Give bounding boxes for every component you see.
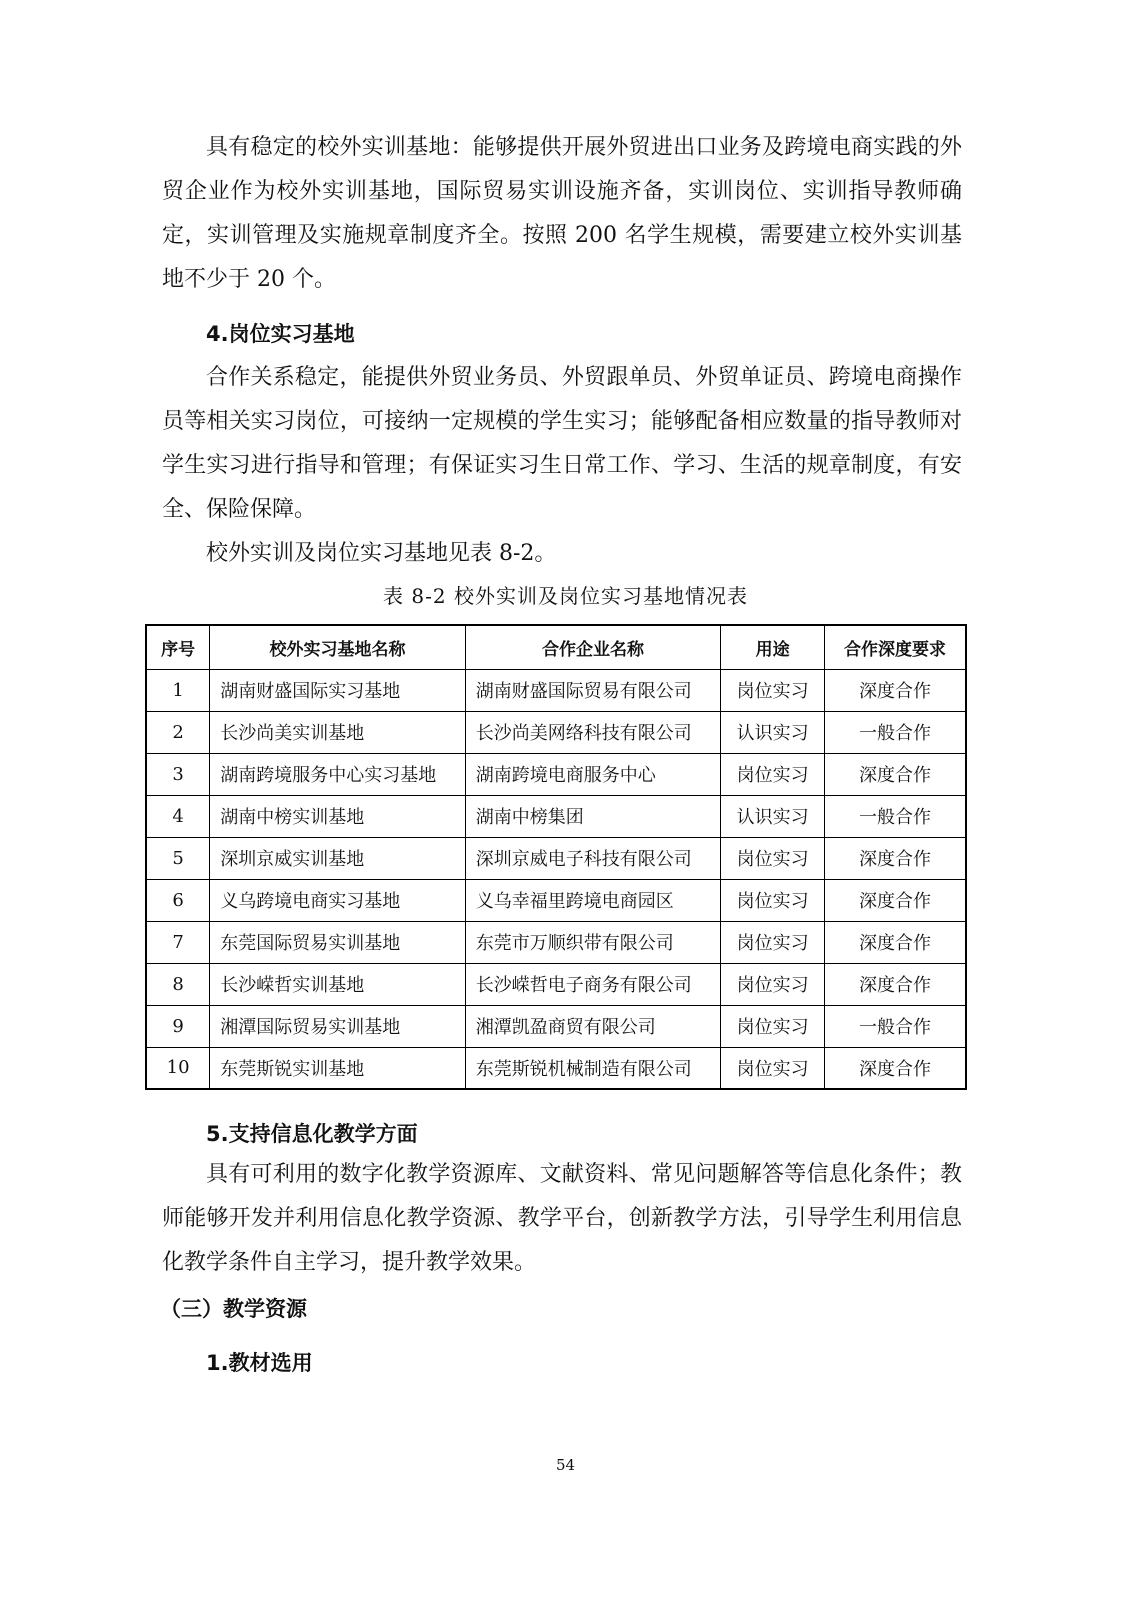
heading-teaching-resources: （三）教学资源 — [160, 1297, 307, 1321]
cell-depth: 一般合作 — [824, 711, 966, 753]
cell-depth: 深度合作 — [824, 753, 966, 795]
heading-internship-base: 4.岗位实习基地 — [206, 322, 355, 346]
cell-base-name: 深圳京威实训基地 — [210, 837, 466, 879]
cell-depth: 深度合作 — [824, 837, 966, 879]
table-row — [146, 669, 966, 711]
heading-textbook-selection: 1.教材选用 — [206, 1351, 313, 1375]
cell-depth: 一般合作 — [824, 795, 966, 837]
cell-depth: 一般合作 — [824, 1005, 966, 1047]
cell-company-name: 湘潭凯盈商贸有限公司 — [465, 1005, 721, 1047]
cell-base-name: 义乌跨境电商实习基地 — [210, 879, 466, 921]
cell-company-name: 长沙嵘哲电子商务有限公司 — [465, 963, 721, 1005]
cell-base-name: 东莞国际贸易实训基地 — [210, 921, 466, 963]
internship-base-paragraph: 合作关系稳定，能提供外贸业务员、外贸跟单员、外贸单证员、跨境电商操作员等相关实习岗位，可接纳一定规模的学生实习；能够配备相应数量的指导教师对学生实习进行指导和管理；有保证实习生日常工作、学习、生活的规章制度，有安全、保险保障。 — [162, 365, 962, 522]
cell-base-name: 东莞斯锐实训基地 — [210, 1047, 466, 1089]
cell-usage: 岗位实习 — [721, 1005, 825, 1047]
cell-usage: 岗位实习 — [721, 837, 825, 879]
table-row — [146, 963, 966, 1005]
cell-index: 8 — [146, 963, 210, 1005]
cell-company-name: 深圳京威电子科技有限公司 — [465, 837, 721, 879]
header-depth: 合作深度要求 — [824, 625, 966, 669]
table-row — [146, 1005, 966, 1047]
cell-company-name: 东莞斯锐机械制造有限公司 — [465, 1047, 721, 1089]
table-row — [146, 711, 966, 753]
cell-depth: 深度合作 — [824, 921, 966, 963]
heading-it-teaching: 5.支持信息化教学方面 — [206, 1122, 418, 1146]
table-row — [146, 795, 966, 837]
cell-base-name: 长沙尚美实训基地 — [210, 711, 466, 753]
cell-company-name: 湖南跨境电商服务中心 — [465, 753, 721, 795]
cell-index: 3 — [146, 753, 210, 795]
cell-usage: 岗位实习 — [721, 669, 825, 711]
header-base-name: 校外实习基地名称 — [210, 625, 466, 669]
cell-index: 6 — [146, 879, 210, 921]
table-caption: 表 8-2 校外实训及岗位实习基地情况表 — [383, 584, 748, 608]
cell-base-name: 湖南中榜实训基地 — [210, 795, 466, 837]
cell-usage: 岗位实习 — [721, 963, 825, 1005]
cell-base-name: 湖南跨境服务中心实习基地 — [210, 753, 466, 795]
header-index: 序号 — [146, 625, 210, 669]
cell-index: 1 — [146, 669, 210, 711]
cell-base-name: 长沙嵘哲实训基地 — [210, 963, 466, 1005]
page-number: 54 — [555, 1456, 576, 1474]
cell-usage: 岗位实习 — [721, 753, 825, 795]
table-row — [146, 879, 966, 921]
header-usage: 用途 — [721, 625, 825, 669]
cell-company-name: 湖南中榜集团 — [465, 795, 721, 837]
table-header-row — [146, 625, 966, 669]
cell-usage: 认识实习 — [721, 795, 825, 837]
cell-company-name: 湖南财盛国际贸易有限公司 — [465, 669, 721, 711]
cell-depth: 深度合作 — [824, 963, 966, 1005]
cell-index: 4 — [146, 795, 210, 837]
header-company-name: 合作企业名称 — [465, 625, 721, 669]
cell-company-name: 义乌幸福里跨境电商园区 — [465, 879, 721, 921]
cell-base-name: 湘潭国际贸易实训基地 — [210, 1005, 466, 1047]
cell-index: 7 — [146, 921, 210, 963]
cell-depth: 深度合作 — [824, 669, 966, 711]
cell-company-name: 长沙尚美网络科技有限公司 — [465, 711, 721, 753]
cell-index: 9 — [146, 1005, 210, 1047]
cell-index: 5 — [146, 837, 210, 879]
cell-usage: 岗位实习 — [721, 921, 825, 963]
cell-depth: 深度合作 — [824, 1047, 966, 1089]
cell-usage: 岗位实习 — [721, 879, 825, 921]
it-teaching-paragraph: 具有可利用的数字化教学资源库、文献资料、常见问题解答等信息化条件；教师能够开发并利用信息化教学资源、教学平台，创新教学方法，引导学生利用信息化教学条件自主学习，提升教学效果。 — [162, 1162, 962, 1275]
cell-depth: 深度合作 — [824, 879, 966, 921]
table-row — [146, 1047, 966, 1089]
table-row — [146, 753, 966, 795]
cell-usage: 岗位实习 — [721, 1047, 825, 1089]
intro-paragraph: 具有稳定的校外实训基地：能够提供开展外贸进出口业务及跨境电商实践的外贸企业作为校外实训基地，国际贸易实训设施齐备，实训岗位、实训指导教师确定，实训管理及实施规章制度齐全。按照 200 名学生规模，需要建立校外实训基地不少于 20 个。 — [162, 135, 962, 292]
cell-usage: 认识实习 — [721, 711, 825, 753]
training-bases-table — [145, 624, 967, 1090]
cell-company-name: 东莞市万顺织带有限公司 — [465, 921, 721, 963]
table-reference-text: 校外实训及岗位实习基地见表 8-2。 — [206, 541, 557, 566]
table-row — [146, 921, 966, 963]
cell-index: 2 — [146, 711, 210, 753]
table-row — [146, 837, 966, 879]
cell-index: 10 — [146, 1047, 210, 1089]
cell-base-name: 湖南财盛国际实习基地 — [210, 669, 466, 711]
